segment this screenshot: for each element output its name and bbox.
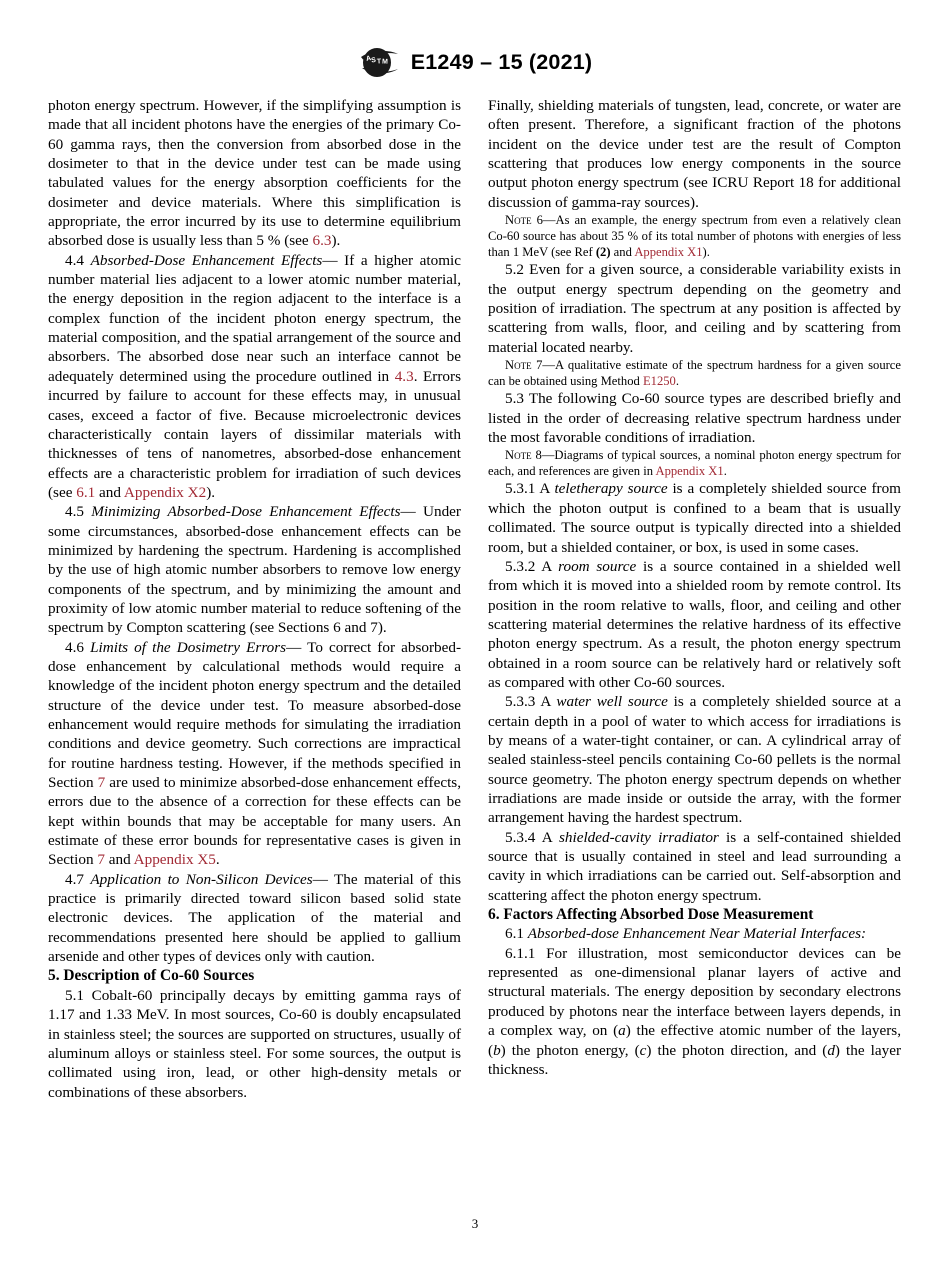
paragraph-text: Even for a given source, a considerable variability exists in the output energy spectrum depending on the geometry and position of irradiation. The spectrum at any position is affected by scattering from walls, floor, and ceiling and by scattering from material located nearby.: [488, 261, 901, 356]
appendix-link[interactable]: Appendix X1: [655, 464, 724, 479]
document-designation: E1249 – 15 (2021): [410, 49, 593, 74]
clause-number: 6.1.1: [505, 944, 547, 962]
clause-title: Absorbed-dose Enhancement Near Material Interfaces:: [527, 925, 867, 943]
paragraph-text: — To correct for absorbed-dose enhancement by calculational methods would require a knowledge of the incident photon energy spectrum and the detailed structure of the device under test. To measure absorbed-dose enhancement would require methods for simulating the irradiation conditions and device geometry. Such corrections are impractical for routine hardness testing. However, if the methods specified in Section: [48, 638, 462, 792]
paragraph-text: ) the layer thickness.: [488, 1041, 902, 1078]
list-marker-c: c: [639, 1041, 647, 1059]
clause-title: Limits of the Dosimetry Errors: [90, 638, 287, 656]
paragraph-text: A: [540, 693, 557, 711]
section-heading-6: 6. Factors Affecting Absorbed Dose Measurement: [488, 906, 814, 924]
note-text: .: [723, 464, 727, 479]
note-label: Note: [505, 213, 532, 228]
paragraph-continuation: Finally, shielding materials of tungsten, lead, concrete, or water are often present. Therefore, a significant fraction of the photons incident on the device under test are the result of Compton scattering that produces low energy components in the source output photon energy spectrum (see ICRU Report 18 for additional discussion of gamma-ray sources).: [488, 97, 901, 211]
note-text: 7—A qualitative estimate of the spectrum hardness for a given source can be obtained using Method: [488, 358, 901, 389]
paragraph-text: is a self-contained shielded source that is usually contained in steel and lead surrounding a cavity in which irradiations can be carried out. Self-absorption and scattering affect the photon energy spectrum.: [488, 828, 901, 904]
svg-text:M: M: [381, 58, 388, 66]
paragraph-text: ).: [331, 232, 341, 250]
appendix-link[interactable]: Appendix X2: [123, 483, 207, 501]
page-number: 3: [471, 1216, 479, 1231]
note-8: [488, 447, 901, 479]
svg-text:T: T: [376, 58, 382, 66]
paragraph-text: For illustration, most semiconductor devices can be represented as one-dimensional planar layers of active and structural materials. The energy deposition by secondary electrons produced by photons near the interface between layers depends, in a complex way, on (: [488, 944, 901, 1040]
paragraph-5-1: 5.1 Cobalt-60 principally decays by emitting gamma rays of 1.17 and 1.33 MeV. In most sources, Co-60 is doubly encapsulated in stainless steel; the sources are supported on structures, usually of aluminum alloys or stainless steel. For some sources, the output is collimated using iron, lead, or other high-density metals or combinations of these absorbers.: [48, 986, 461, 1101]
clause-title: Minimizing Absorbed-Dose Enhancement Effects: [91, 503, 401, 521]
note-text: and: [610, 245, 635, 260]
paragraph-text: A: [539, 480, 555, 498]
reference-number: (2): [595, 245, 611, 260]
paragraph-text: — The material of this practice is primarily directed toward silicon based solid state electronic devices. The application of the material and recommendations presented here should be applied to gallium arsenide and other types of devices only with caution.: [48, 870, 462, 966]
note-text: 8—Diagrams of typical sources, a nominal photon energy spectrum for each, and references are given in: [488, 448, 901, 479]
clause-number: 4.4: [65, 251, 91, 269]
paragraph-5-3: [488, 389, 901, 447]
paragraph-text: is a source contained in a shielded well from which it is moved into a shielded room by remote control. Its position in the room relative to walls, floor, and ceiling and other scattering material determines the relative hardness of its effective photon energy spectrum. As a result, the photon energy spectrum obtained in a room source can be relatively hard or relatively soft as compared with other Co-60 sources.: [488, 557, 901, 691]
paragraph-5-3-2: [488, 557, 901, 692]
section-heading-5: 5. Description of Co-60 Sources: [48, 967, 255, 985]
paragraph-text: . Errors incurred by failure to account for these effects may, in unusual cases, exceed a factor of five. Because microelectronic devices characteristically contain layers of dissimilar materials with thicknesses of tens of nanometres, absorbed-dose enhancement effects are a characteristic problem for irradiation of such devices (see: [48, 367, 461, 501]
paragraph-5-3-4: [488, 828, 901, 905]
clause-title: Application to Non-Silicon Devices: [90, 870, 313, 888]
note-text: ).: [702, 245, 710, 260]
paragraph-text: are used to minimize absorbed-dose enhancement effects, errors due to the absence of a correction for these effects can be kept within bounds that may be acceptable for many users. An estimate of these error bounds for representative cases is given in Section: [48, 774, 461, 869]
cross-reference-link[interactable]: 6.3: [312, 232, 332, 250]
paragraph-text: and: [104, 851, 134, 869]
paragraph-text: is a completely shielded source from which the photon output is confined to a beam that is usually collimated. The source output is typically directed into a shielded room, but a shielded container, or box, is used in some cases.: [488, 480, 901, 556]
paragraph-text: A: [541, 828, 559, 846]
document-header: [0, 46, 950, 78]
term-emphasis: water well source: [556, 693, 668, 711]
svg-text:A: A: [365, 55, 372, 63]
list-marker-b: b: [493, 1041, 501, 1059]
note-7: [488, 357, 901, 389]
term-emphasis: room source: [558, 557, 637, 575]
term-emphasis: shielded-cavity irradiator: [559, 828, 719, 846]
note-label: Note: [505, 358, 532, 373]
list-marker-d: d: [827, 1041, 835, 1059]
appendix-link[interactable]: Appendix X5: [133, 851, 216, 869]
clause-number: 5.3: [505, 390, 529, 408]
clause-number: 4.6: [65, 638, 91, 656]
astm-logo: [358, 46, 400, 78]
paragraph-text: is a completely shielded source at a certain depth in a pool of water to which access for irradiations is by means of a water-tight container, or can. A cylindrical array of sealed stainless-steel pencils containing Co-60 pellets is the normal source geometry. The photon energy spectrum depends on whether irradiations are made inside or outside the array, with the former arrangement having the hardest spectrum.: [488, 693, 901, 827]
clause-number: 5.3.2: [505, 557, 542, 575]
two-column-body: [48, 96, 902, 1102]
paragraph-6-1: [488, 924, 901, 943]
paragraph-text: photon energy spectrum. However, if the simplifying assumption is made that all incident photons have the energies of the primary Co-60 gamma rays, then the conversion from absorbed dose in the dosimeter to that in the device under test can be made using tabulated values for the energy absorption coefficients for the dosimeter and device materials. Where this simplification is appropriate, the error incurred by its use to determine equilibrium absorbed dose is usually less than 5 % (see: [48, 97, 461, 250]
paragraph-continuation: [48, 96, 461, 251]
paragraph-4-6: [48, 638, 461, 870]
paragraph-text: — Under some circumstances, absorbed-dose enhancement effects can be minimized by hardening the spectrum. Hardening is accomplished by the use of high atomic number absorbers to remove low energy components of the spectrum, and by minimizing the amount and proximity of low atomic number material to reduce softening of the spectrum by Compton scattering (see Sections 6 and 7).: [48, 503, 461, 637]
paragraph-text: ) the photon direction, and (: [646, 1041, 828, 1059]
paragraph-4-5: [48, 502, 461, 637]
paragraph-6-1-1: [488, 944, 901, 1079]
paragraph-text: ).: [206, 483, 216, 501]
term-emphasis: teletherapy source: [554, 480, 668, 498]
paragraph-text: and: [95, 483, 124, 501]
paragraph-4-4: [48, 251, 461, 502]
paragraph-text: The following Co-60 source types are described briefly and listed in the order of decreasing relative spectrum hardness under the most favorable conditions of irradiation.: [488, 390, 901, 446]
note-6: [488, 212, 901, 260]
paragraph-4-7: [48, 870, 461, 967]
cross-reference-link[interactable]: 6.1: [76, 483, 96, 501]
svg-text:S: S: [370, 56, 377, 65]
paragraph-text: ) the photon energy, (: [500, 1041, 640, 1059]
paragraph-text: A: [541, 557, 559, 575]
paragraph-5-2: [488, 260, 901, 357]
list-marker-a: a: [618, 1022, 626, 1040]
note-text: 6—As an example, the energy spectrum from even a relatively clean Co-60 source has about 35 % of its total number of photons with energies of less than 1 MeV (see Ref: [488, 213, 901, 260]
clause-number: 4.5: [65, 503, 92, 521]
left-column: [48, 96, 461, 1102]
clause-number: 5.2: [505, 261, 530, 279]
cross-reference-link[interactable]: 4.3: [394, 367, 414, 385]
right-column: [488, 96, 901, 1102]
clause-number: 4.7: [65, 870, 91, 888]
note-label: Note: [505, 448, 532, 463]
paragraph-text: .: [215, 851, 220, 869]
clause-number: 5.3.3: [505, 693, 541, 711]
appendix-link[interactable]: Appendix X1: [634, 245, 703, 260]
clause-number: 5.3.1: [505, 480, 540, 498]
paragraph-5-3-3: [488, 692, 901, 827]
clause-number: 5.3.4: [505, 828, 542, 846]
cross-reference-link[interactable]: 7: [97, 774, 106, 792]
clause-title: Absorbed-Dose Enhancement Effects: [90, 251, 323, 269]
paragraph-5-3-1: [488, 479, 901, 556]
clause-number: 6.1: [505, 925, 528, 943]
paragraph-text: — If a higher atomic number material lies adjacent to a lower atomic number material, the energy deposition in the region adjacent to the interface is a complex function of the incident photon energy spectrum, the material composition, and the spatial arrangement of the source and absorbers. The absorbed dose near such an interface cannot be adequately determined using the procedure outlined in: [48, 251, 461, 385]
paragraph-text: ) the effective atomic number of the layers, (: [488, 1022, 901, 1059]
note-text: .: [675, 374, 679, 389]
standard-link[interactable]: E1250: [642, 374, 676, 389]
cross-reference-link[interactable]: 7: [97, 851, 105, 869]
